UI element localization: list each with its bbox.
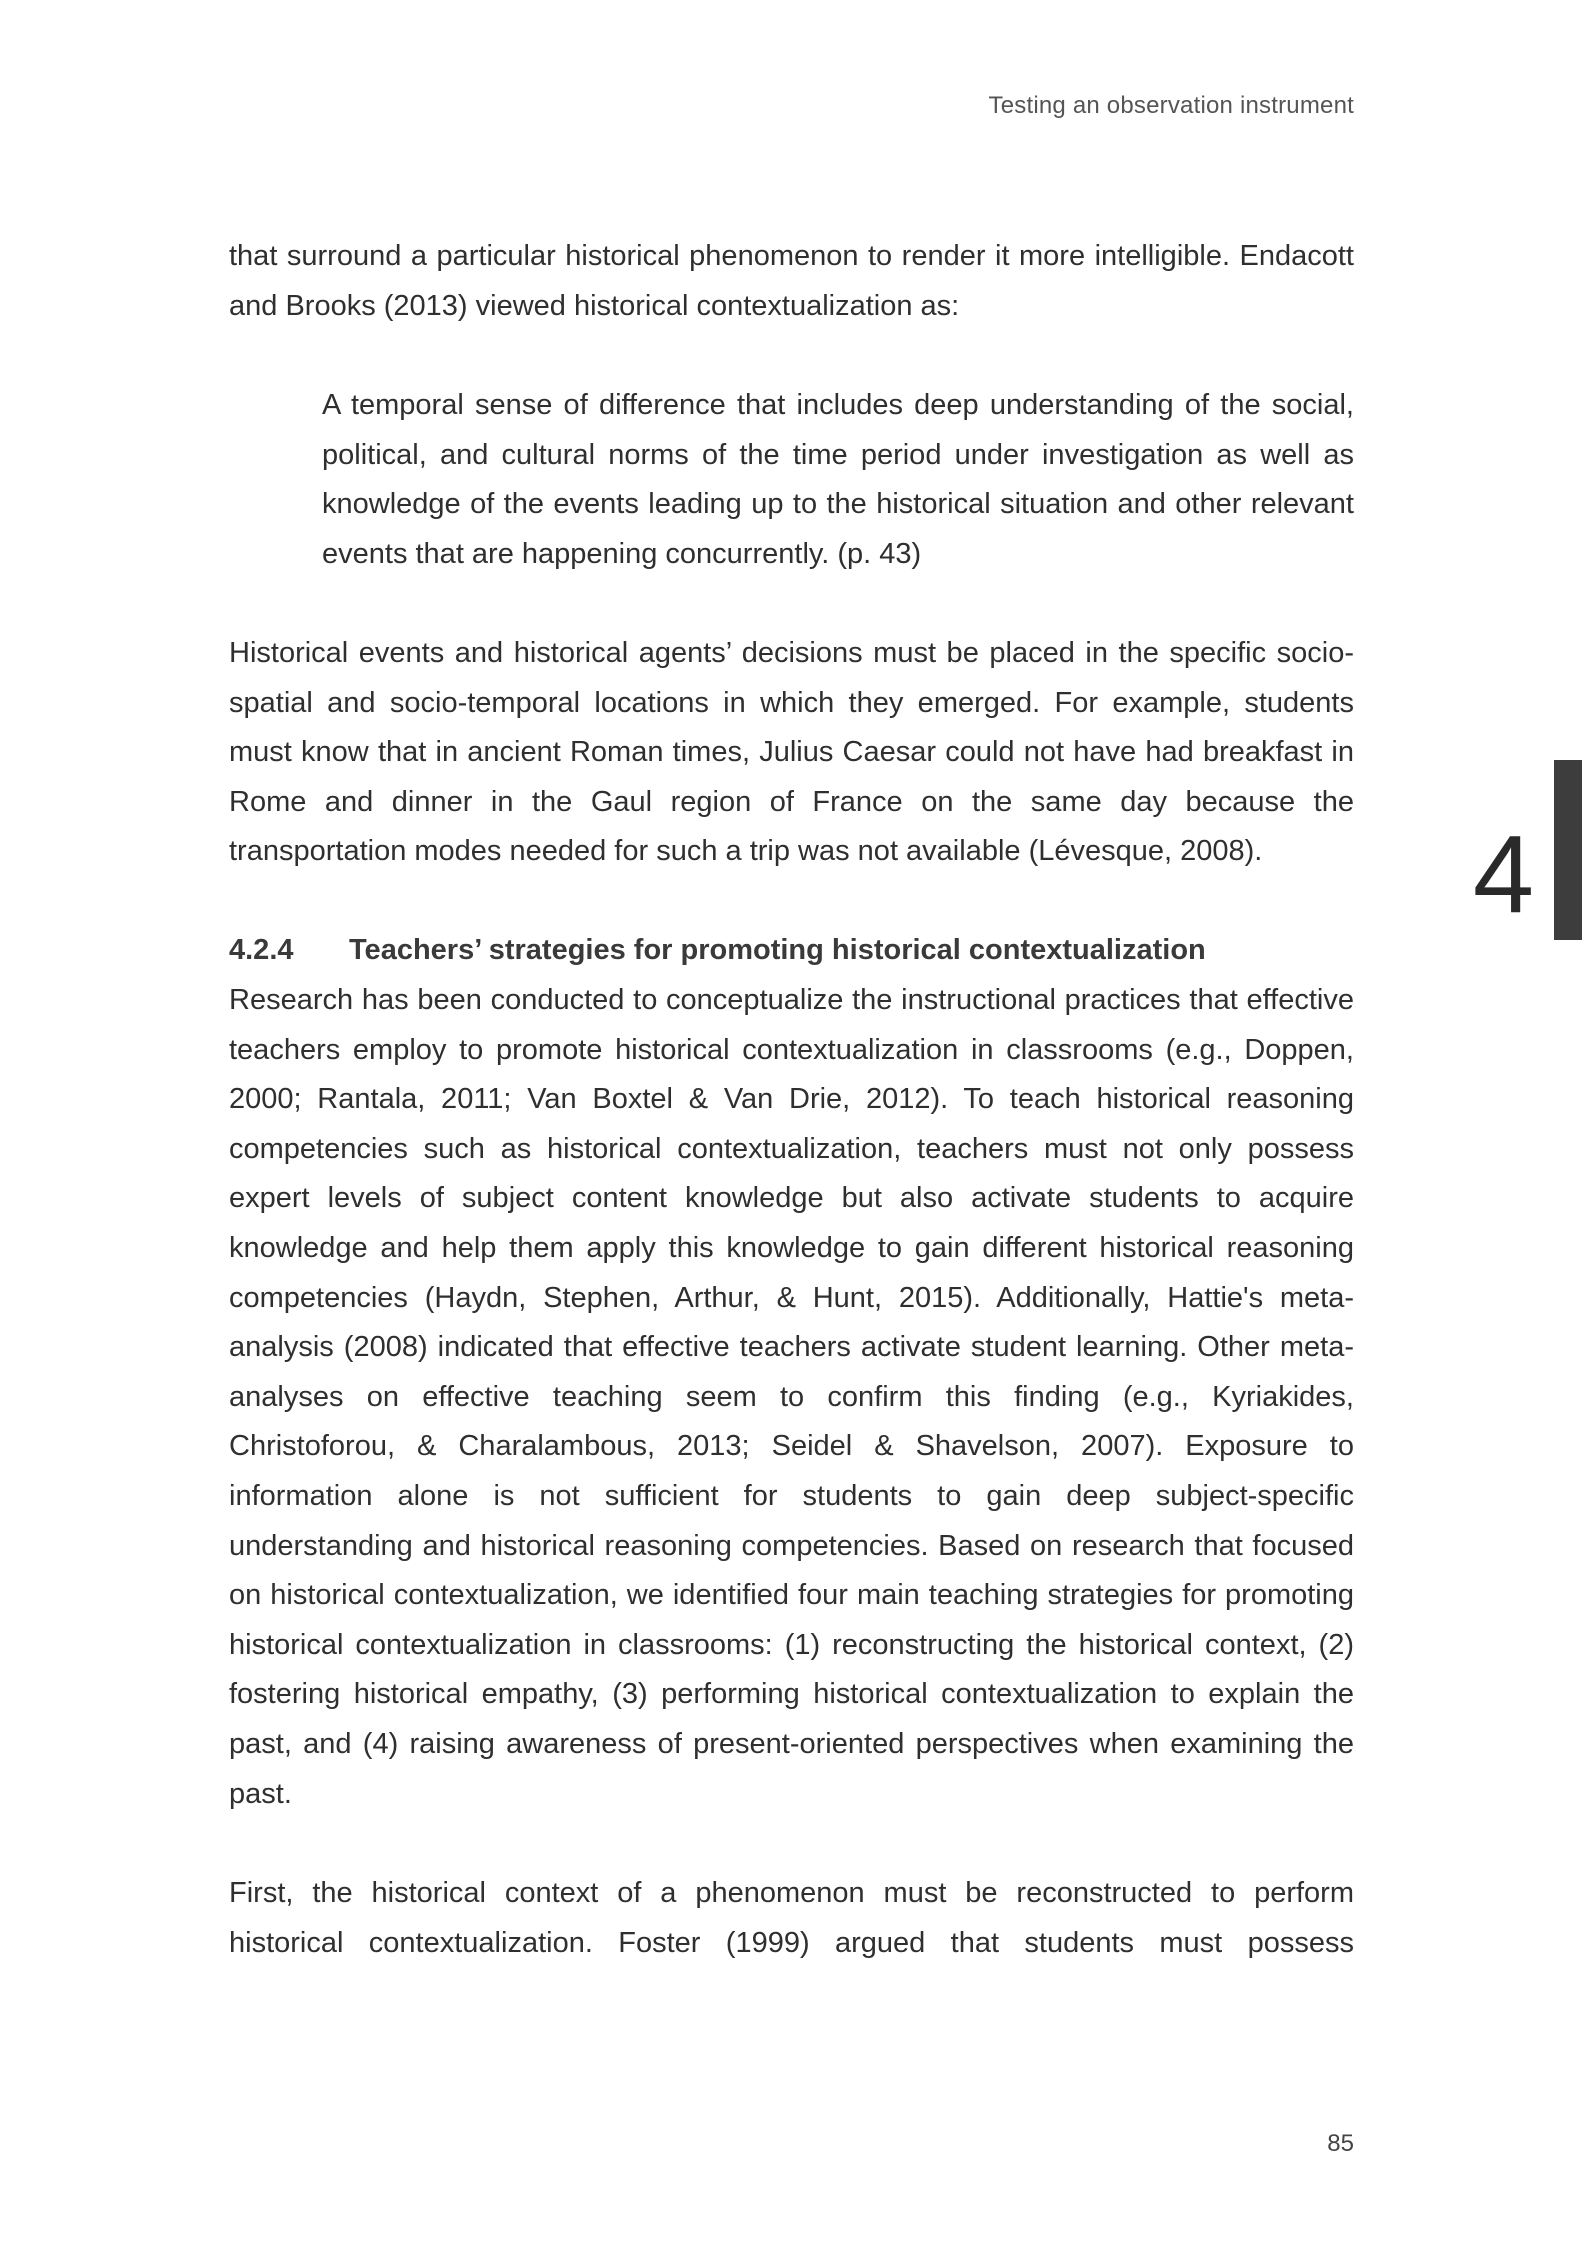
section-heading [229,926,1206,976]
paragraph-historical-events: Historical events and historical agents’ decisions must be placed in the specific socio-spatial and socio-temporal locations in which they emerged. For example, students must know that in ancient Roman times, Julius Caesar could not have had breakfast in Rome and dinner in the Gaul region of France on the same day because the transportation modes needed for such a trip was not available (Lévesque, 2008). [229,637,1354,868]
block-quote: A temporal sense of difference that includes deep understanding of the social, political, and cultural norms of the time period under investigation as well as knowledge of the events leading up to the historical situation and other relevant events that are happening concurrently. (p. 43) [322,389,1354,570]
chapter-tab-marker [1554,760,1582,940]
page-number: 85 [1327,2130,1354,2157]
chapter-number: 4 [1472,813,1534,936]
section-title: Teachers’ strategies for promoting historical contextualization [349,934,1206,966]
running-header: Testing an observation instrument [988,92,1354,119]
paragraph-teaching-research: Research has been conducted to conceptualize the instructional practices that effective teachers employ to promote historical contextualization in classrooms (e.g., Doppen, 2000; Rantala, 2011; Van Boxtel & Van Drie, 2012). To teach historical reasoning competencies such as historical contextualization, teachers must not only possess expert levels of subject content knowledge but also activate students to acquire knowledge and help them apply this knowledge to gain different historical reasoning competencies (Haydn, Stephen, Arthur, & Hunt, 2015). Additionally, Hattie's meta-analysis (2008) indicated that effective teachers activate student learning. Other meta-analyses on effective teaching seem to confirm this finding (e.g., Kyriakides, Christoforou, & Charalambous, 2013; Seidel & Shavelson, 2007). Exposure to information alone is not sufficient for students to gain deep subject-specific understanding and historical reasoning competencies. Based on research that focused on historical contextualization, we identified four main teaching strategies for promoting historical contextualization in classrooms: (1) reconstructing the historical context, (2) fostering historical empathy, (3) performing historical contextualization to explain the past, and (4) raising awareness of present-oriented perspectives when examining the past. [229,984,1354,1810]
section-number: 4.2.4 [229,934,294,966]
intro-paragraph: that surround a particular historical phenomenon to render it more intelligible. Endacott and Brooks (2013) viewed historical contextualization as: [229,240,1354,322]
paragraph-reconstruct-context: First, the historical context of a phenomenon must be reconstructed to perform historical contextualization. Foster (1999) argued that students must possess [229,1877,1354,1959]
